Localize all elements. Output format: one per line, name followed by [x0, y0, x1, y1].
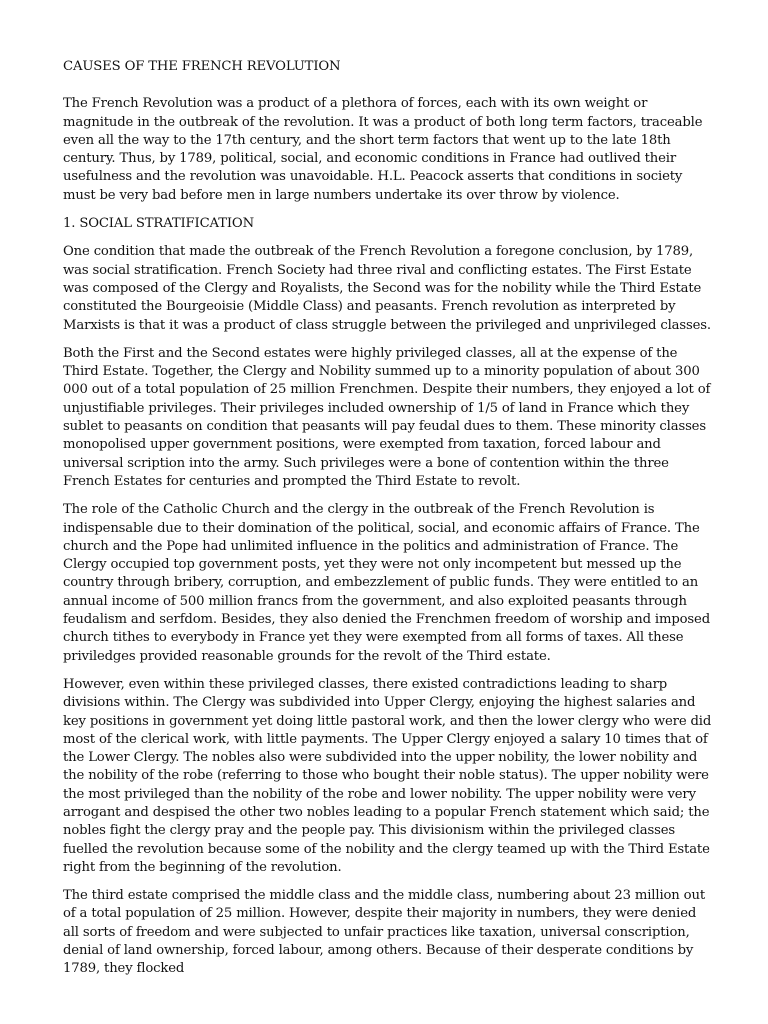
section-heading-social-stratification: 1. SOCIAL STRATIFICATION	[63, 216, 254, 232]
paragraph: The third estate comprised the middle class and the middle class, numbering about 23 million out of a total population of 25 million. However, despite their majority in numbers, they were denied all sorts of freedom and were subjected to unfair practices like taxation, universal conscription, denial of land ownership, forced labour, among others. Because of their desperate conditions by 1789, they flocked	[63, 888, 705, 977]
paragraph: However, even within these privileged classes, there existed contradictions leading to sharp divisions within. The Clergy was subdivided into Upper Clergy, enjoying the highest salaries and key positions in government yet doing little pastoral work, and then the lower clergy who were did most of the clerical work, with little payments. The Upper Clergy enjoyed a salary 10 times that of the Lower Clergy. The nobles also were subdivided into the upper nobility, the lower nobility and the nobility of the robe (referring to those who bought their noble status). The upper nobility were the most privileged than the nobility of the robe and lower nobility. The upper nobility were very arrogant and despised the other two nobles leading to a popular French statement which said; the nobles fight the clergy pray and the people pay. This divisionism within the privileged classes fuelled the revolution because some of the nobility and the clergy teamed up with the Third Estate right from the beginning of the revolution.	[63, 676, 712, 875]
intro-paragraph: The French Revolution was a product of a plethora of forces, each with its own weight or magnitude in the outbreak of the revolution. It was a product of both long term factors, traceable even all the way to the 17th century, and the short term factors that went up to the late 18th century. Thus, by 1789, political, social, and economic conditions in France had outlived their usefulness and the revolution was unavoidable. H.L. Peacock asserts that conditions in society must be very bad before men in large numbers undertake its over throw by violence.	[63, 96, 703, 203]
document-body	[63, 58, 716, 989]
paragraph: One condition that made the outbreak of the French Revolution a foregone conclusion, by 1789, was social stratification. French Society had three rival and conflicting estates. The First Estate was composed of the Clergy and Royalists, the Second was for the nobility while the Third Estate constituted the Bourgeoisie (Middle Class) and peasants. French revolution as interpreted by Marxists is that it was a product of class struggle between the privileged and unprivileged classes.	[63, 244, 711, 333]
document-title: CAUSES OF THE FRENCH REVOLUTION	[63, 59, 341, 74]
paragraph: The role of the Catholic Church and the clergy in the outbreak of the French Revolution is indispensable due to their domination of the political, social, and economic affairs of France. The church and the Pope had unlimited influence in the politics and administration of France. The Clergy occupied top government posts, yet they were not only incompetent but messed up the country through bribery, corruption, and embezzlement of public funds. They were entitled to an annual income of 500 million francs from the government, and also exploited peasants through feudalism and serfdom. Besides, they also denied the Frenchmen freedom of worship and imposed church tithes to everybody in France yet they were exempted from all forms of taxes. All these priviledges provided reasonable grounds for the revolt of the Third estate.	[63, 502, 710, 664]
paragraph: Both the First and the Second estates were highly privileged classes, all at the expense of the Third Estate. Together, the Clergy and Nobility summed up to a minority population of about 300 000 out of a total population of 25 million Frenchmen. Despite their numbers, they enjoyed a lot of unjustifiable privileges. Their privileges included ownership of 1/5 of land in France which they sublet to peasants on condition that peasants will pay feudal dues to them. These minority classes monopolised upper government positions, were exempted from taxation, forced labour and universal scription into the army. Such privileges were a bone of contention within the three French Estates for centuries and prompted the Third Estate to revolt.	[63, 345, 711, 489]
